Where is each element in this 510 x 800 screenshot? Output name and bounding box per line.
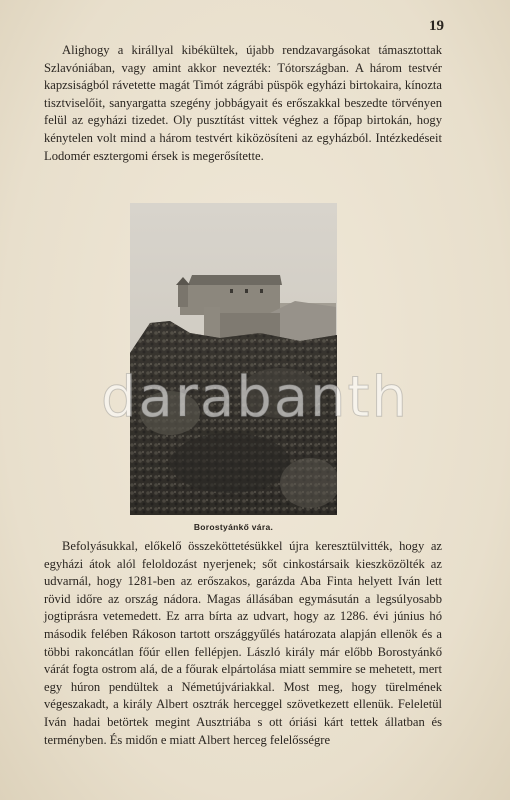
castle-photo-image bbox=[130, 203, 337, 515]
page-number: 19 bbox=[429, 18, 444, 34]
paragraph-top: Alighogy a királlyal kibékültek, újabb rendzavargásokat támasztottak Szlavóniában, vagy amint akkor nevezték: Tótországban. A három testvér kapzsiságból rávetette magát Timót zágrábi püspök egyházi birtokaira, kínozta tisztviselőit, sanyargatta szegény jobbágyait és erőszakkal beszedte törvényen felül az egyházi tizedet. Oly pusztítást vittek véghez a főpap birtokán, hogy kénytelen volt mind a három testvért kiközösíteni az egyházból. Intézkedéseit Lodomér esztergomi érsek is megerősítette. bbox=[44, 43, 442, 163]
castle-photograph bbox=[130, 203, 337, 515]
watermark: darabanth bbox=[100, 365, 409, 430]
paragraph-bottom: Befolyásukkal, előkelő összeköttetésükkel újra keresztülvitték, hogy az egyházi átok alól feloldozást nyerjenek; sőt cinkostársaik kieszközölték az udvarnál, hogy 1281-ben az erőszakos, garázda Aba Finta helyett Iván lett rövid időre az ország nádora. Magas állásában egymásután a legsúlyosabb jogtiprásra vetemedett. Ez arra bírta az udvart, hogy az 1286. évi június hó második felében Rákoson tartott országgyűlés határozata alapján ellenök és a többi rakoncátlan főúr ellen fellépjen. László király már előbb Borostyánkő várát fogta ostrom alá, de a főurak elpártolása miatt semmire se mehetett, mert egy húron pendültek a Németújváriakkal. Most meg, hogy türelmének végeszakadt, a király Albert osztrák herceggel szövetkezett ellenük. Feleletül Iván hadai betörtek megint Ausztriába s ott óriási kárt tettek állatban és terményben. És midőn e miatt Albert herceg felelősségre bbox=[44, 539, 442, 747]
figure-caption: Borostyánkő vára. bbox=[193, 522, 274, 532]
